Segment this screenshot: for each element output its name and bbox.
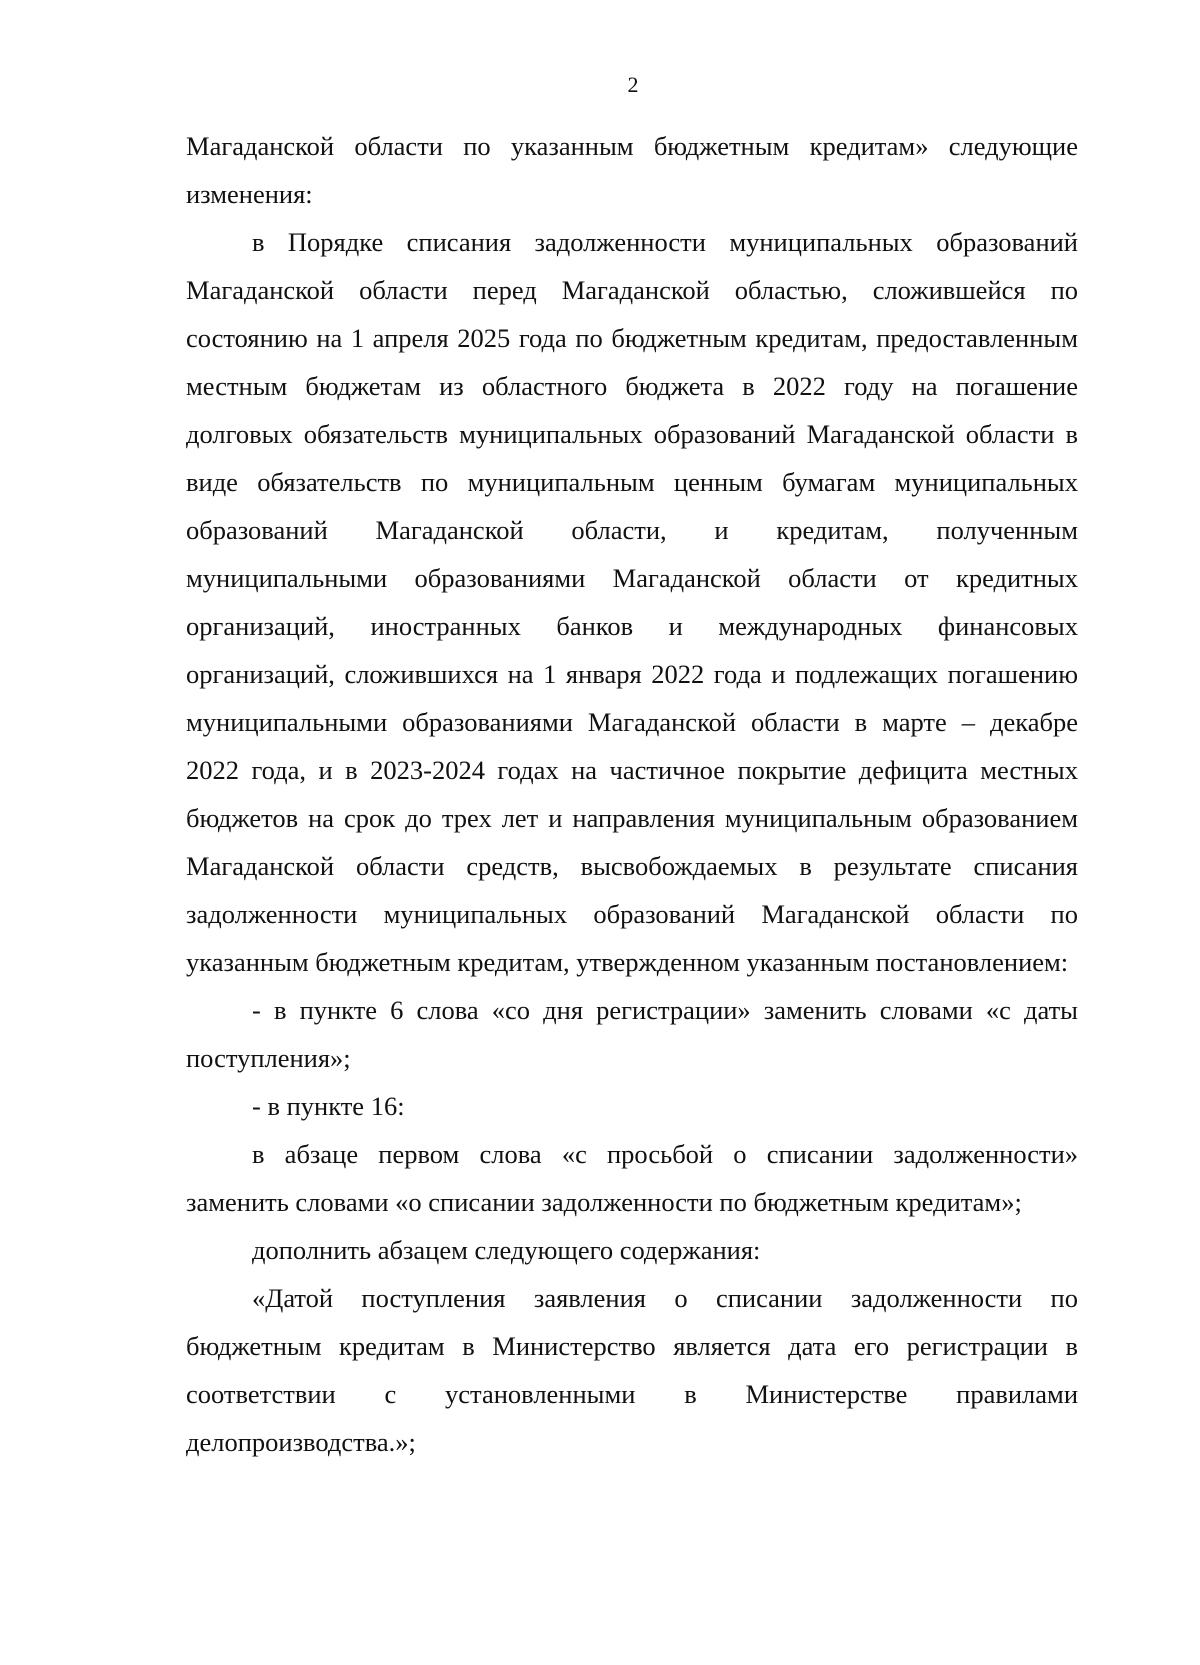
paragraph-first-abzac: в абзаце первом слова «с просьбой о списании задолженности» заменить словами «о списании задолженности по бюджетным кредитам»;: [186, 1139, 1078, 1217]
paragraph-quoted-abzac: «Датой поступления заявления о списании задолженности по бюджетным кредитам в Министерство является дата его регистрации в соответствии с установленными в Министерстве правилами делопроизводства.»;: [186, 1283, 1078, 1457]
paragraph-item-16: - в пункте 16:: [252, 1091, 405, 1121]
paragraph-order-amendment: в Порядке списания задолженности муниципальных образований Магаданской области перед Магаданской областью, сложившейся по состоянию на 1 апреля 2025 года по бюджетным кредитам, предоставленным местным бюджетам из областного бюджета в 2022 году на погашение долговых обязательств муниципальных образований Магаданской области в виде обязательств по муниципальным ценным бумагам муниципальных образований Магаданской области, и кредитам, полученным муниципальными образованиями Магаданской области от кредитных организаций, иностранных банков и международных финансовых организаций, сложившихся на 1 января 2022 года и подлежащих погашению муниципальными образованиями Магаданской области в марте – декабре 2022 года, и в 2023-2024 годах на частичное покрытие дефицита местных бюджетов на срок до трех лет и направления муниципальным образованием Магаданской области средств, высвобождаемых в результате списания задолженности муниципальных образований Магаданской области по указанным бюджетным кредитам, утвержденном указанным постановлением:: [186, 227, 1078, 977]
document-body: [186, 122, 1078, 1466]
paragraph-add-abzac: дополнить абзацем следующего содержания:: [252, 1235, 761, 1265]
page-number: 2: [627, 72, 639, 97]
paragraph-item-6: - в пункте 6 слова «со дня регистрации» заменить словами «с даты поступления»;: [186, 995, 1078, 1073]
paragraph-intro: Магаданской области по указанным бюджетным кредитам» следующие изменения:: [186, 131, 1078, 209]
